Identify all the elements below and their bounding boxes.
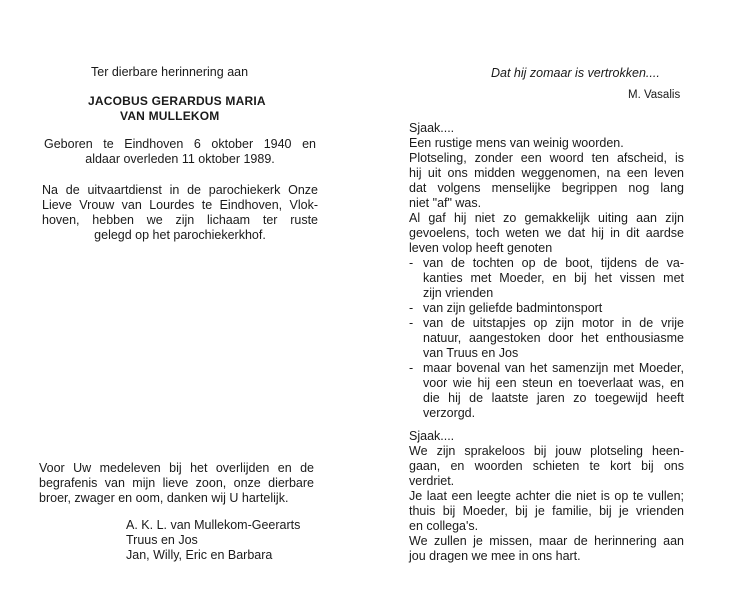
memory-list-item <box>409 316 684 361</box>
deceased-name-line-2: VAN MULLEKOM <box>120 109 220 123</box>
service-line: Na de uitvaartdienst in de parochiekerk Onze <box>42 183 318 197</box>
signatures <box>126 518 300 563</box>
tribute-line: Een rustige mens van weinig woorden. <box>409 136 624 150</box>
intro-text: Ter dierbare herinnering aan <box>91 65 249 79</box>
memory-list-item <box>409 301 684 316</box>
dash-bullet: - <box>409 256 414 270</box>
greeting: Sjaak.... <box>409 429 455 443</box>
service-line: hoven, hebben we zijn lichaam ter ruste <box>42 213 318 227</box>
thanks-paragraph <box>39 461 314 506</box>
thanks-line: begrafenis van mijn lieve zoon, onze dierbare <box>39 476 314 490</box>
memory-line: zijn vrienden <box>423 286 494 300</box>
dash-bullet: - <box>409 316 414 330</box>
thanks-line: Voor Uw medeleven bij het overlijden en de <box>39 461 314 475</box>
thanks-line: broer, zwager en oom, danken wij U hartelijk. <box>39 491 289 505</box>
memory-line: van de tochten op de boot, tijdens de va- <box>423 256 684 270</box>
tribute-paragraph-2 <box>409 429 684 564</box>
quote: Dat hij zomaar is vertrokken.... <box>491 66 660 80</box>
memory-list-item <box>409 256 684 301</box>
tribute-line: verdriet. <box>409 474 455 488</box>
memory-line: kanties met Moeder, en bij het vissen met <box>423 271 684 285</box>
tribute-line: niet "af" was. <box>409 196 482 210</box>
quote-author: M. Vasalis <box>628 89 681 101</box>
tribute-line: gaan, en woorden schieten te kort bij ons <box>409 459 684 473</box>
signature-line: Jan, Willy, Eric en Barbara <box>126 548 273 562</box>
tribute-line: leven volop heeft genoten <box>409 241 553 255</box>
signature-line: Truus en Jos <box>126 533 198 547</box>
dash-bullet: - <box>409 361 414 375</box>
tribute-line: Plotseling, zonder een woord ten afscheid, is <box>409 151 684 165</box>
tribute-line: Je laat een leegte achter die niet is op te vullen; <box>409 489 684 503</box>
memory-line: maar bovenal van het samenzijn met Moeder, <box>423 361 684 375</box>
dash-bullet: - <box>409 301 414 315</box>
memory-line: van zijn geliefde badmintonsport <box>423 301 603 315</box>
memory-line: van de uitstapjes op zijn motor in de vrije <box>423 316 684 330</box>
funeral-service-paragraph <box>42 183 318 243</box>
memory-line: natuur, aangestoken door het enthousiasme <box>423 331 684 345</box>
tribute-line: We zullen je missen, maar de herinnering aan <box>409 534 684 548</box>
deceased-name-line-1: JACOBUS GERARDUS MARIA <box>88 94 266 108</box>
birth-line: Geboren te Eindhoven 6 oktober 1940 en <box>44 137 316 151</box>
tribute-line: hij uit ons midden weggenomen, na een leven <box>409 166 684 180</box>
greeting: Sjaak.... <box>409 121 455 135</box>
memory-line: voor wie hij een steun en toeverlaat was, en <box>423 376 684 390</box>
birth-death-paragraph <box>44 137 316 167</box>
tribute-paragraph-1 <box>409 121 684 421</box>
memory-line: die hij de laatste jaren zo toegewijd heeft <box>423 391 684 405</box>
tribute-line: dat volgens menselijke begrippen nog lang <box>409 181 684 195</box>
tribute-line: en collega's. <box>409 519 479 533</box>
service-line: gelegd op het parochiekerkhof. <box>94 228 266 242</box>
tribute-line: gevoelens, toch weten we dat hij in dit aardse <box>409 226 684 240</box>
tribute-line: jou dragen we mee in ons hart. <box>409 549 581 563</box>
service-line: Lieve Vrouw van Lourdes te Eindhoven, Vlok- <box>42 198 318 212</box>
signature-line: A. K. L. van Mullekom-Geerarts <box>126 518 301 532</box>
memory-line: van Truus en Jos <box>423 346 519 360</box>
tribute-line: Al gaf hij niet zo gemakkelijk uiting aan zijn <box>409 211 684 225</box>
tribute-line: thuis bij Moeder, bij je familie, bij je vrienden <box>409 504 684 518</box>
memory-line: verzorgd. <box>423 406 476 420</box>
tribute-line: We zijn sprakeloos bij jouw plotseling heen- <box>409 444 684 458</box>
birth-line: aldaar overleden 11 oktober 1989. <box>85 152 275 166</box>
memory-list-item <box>409 361 684 421</box>
